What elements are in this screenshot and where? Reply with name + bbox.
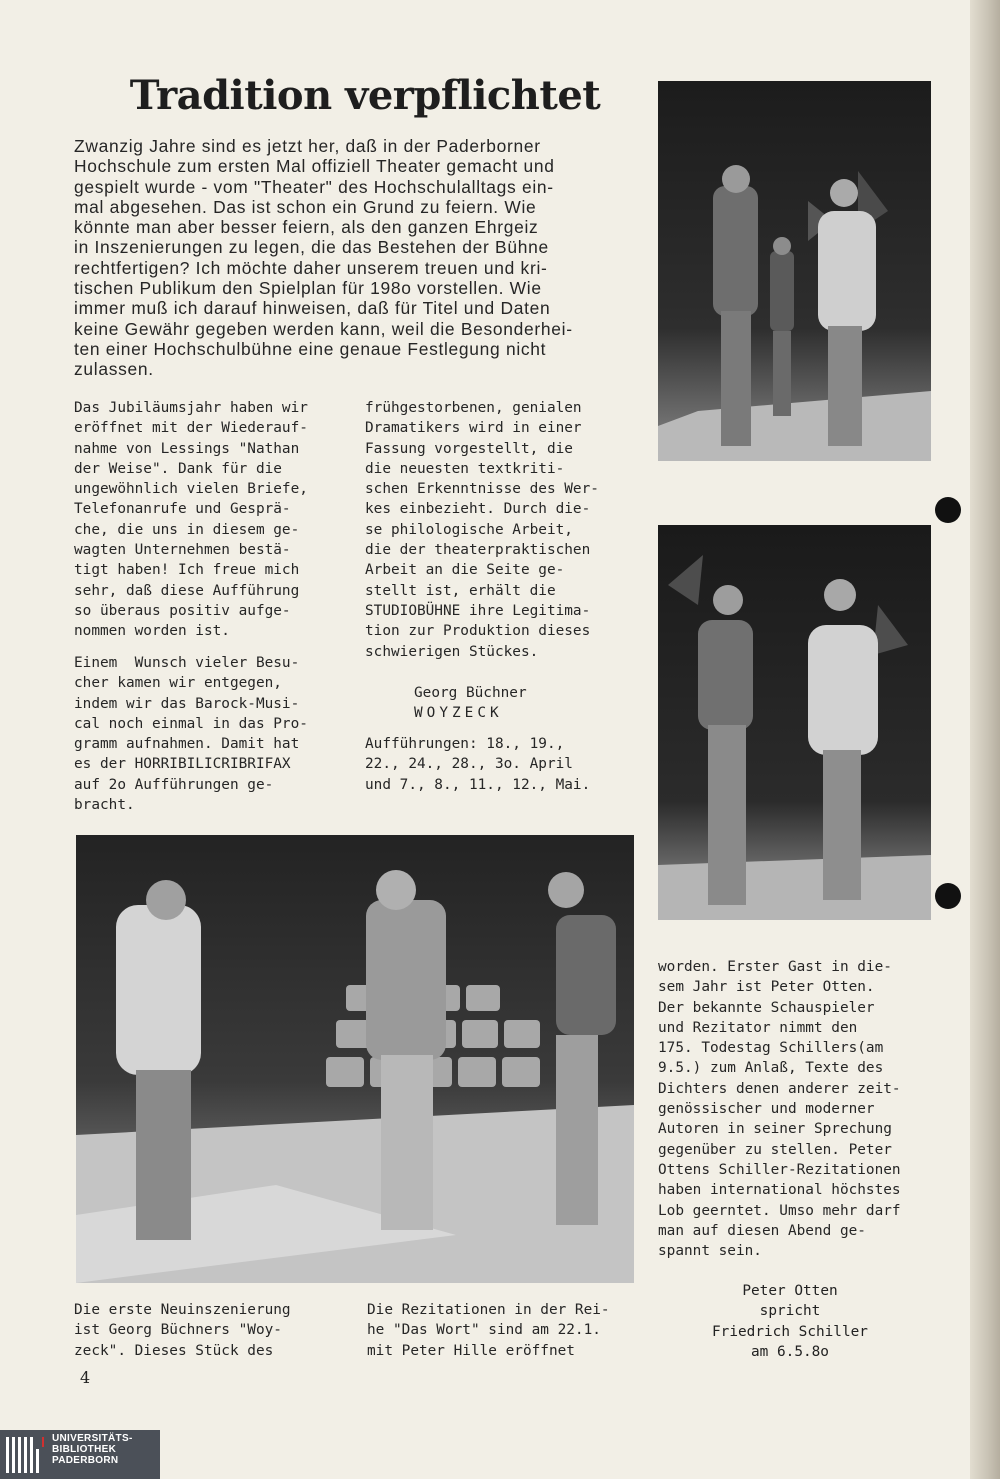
punch-hole-bottom	[935, 883, 961, 909]
play-title: WOYZECK	[414, 705, 503, 721]
event-line: Peter Otten	[742, 1283, 838, 1299]
play-dates: Aufführungen: 18., 19., 22., 24., 28., 3o. April und 7., 8., 11., 12., Mai.	[365, 736, 591, 793]
column1-paragraph1: Das Jubiläumsjahr haben wir eröffnet mit der Wiederauf- nahme von Lessings "Nathan der Weise". Dank für die ungewöhnlich vielen Briefe, Telefonanrufe und Gesprä- che, die uns in diesem ge- wagten Unternehmen bestä- tigt haben! Ich freue mich sehr, daß diese Aufführung so überaus positiv aufge- nommen worden ist.	[74, 400, 308, 640]
play-author: Georg Büchner	[414, 685, 527, 701]
event-line: am 6.5.8o	[751, 1343, 829, 1360]
stage-photo-top	[658, 81, 931, 461]
column2-paragraph: frühgestorbenen, genialen Dramatikers wird in einer Fassung vorgestellt, die die neuesten textkriti- schen Erkenntnisse des Wer- kes einbezieht. Durch die- se philologische Arbeit, die der theaterpraktischen Arbeit an die Seite ge- stellt ist, erhält die STUDIOBÜHNE ihre Legitima- tion zur Produktion dieses schwierigen Stückes.	[365, 400, 599, 660]
column3-paragraph: worden. Erster Gast in die- sem Jahr ist Peter Otten. Der bekannte Schauspieler und Rezitator nimmt den 175. Todestag Schillers(am 9.5.) zum Anlaß, Texte des Dichters denen anderer zeit- genössischer und moderner Autoren in seiner Sprechung gegenüber zu stellen. Peter Ottens Schiller-Rezitationen haben international höchstes Lob geerntet. Umso mehr darf man auf diesen Abend ge- spannt sein.	[658, 959, 901, 1260]
page-number: 4	[80, 1368, 91, 1387]
caption-left: Die erste Neuinszenierung ist Georg Büchners "Woy- zeck". Dieses Stück des	[74, 1302, 291, 1359]
library-logo-icon	[4, 1435, 44, 1475]
event-line: Friedrich Schiller	[712, 1323, 868, 1340]
stage-photo-middle	[658, 525, 931, 920]
library-logo-text: UNIVERSITÄTS- BIBLIOTHEK PADERBORN	[52, 1433, 133, 1466]
stage-photo-large	[76, 835, 634, 1283]
page-edge	[970, 0, 1000, 1479]
event-announcement	[680, 1281, 900, 1362]
intro-paragraph: Zwanzig Jahre sind es jetzt her, daß in der Paderborner Hochschule zum ersten Mal offiziell Theater gemacht und gespielt wurde - vom "Theater" des Hochschulalltags ein- mal abgesehen. Das ist schon ein Grund zu feiern. Wie könnte man aber besser feiern, als den ganzen Ehrgeiz in Inszenierungen zu legen, die das Bestehen der Bühne rechtfertigen? Ich möchte daher unserem treuen und kri- tischen Publikum den Spielplan für 198o vorstellen. Wie immer muß ich darauf hinweisen, daß für Titel und Daten keine Gewähr gegeben werden kann, weil die Besonderhei- ten einer Hochschulbühne eine genaue Festlegung nicht zulassen.	[74, 136, 573, 380]
column1-paragraph2: Einem Wunsch vieler Besu- cher kamen wir entgegen, indem wir das Barock-Musi- cal noch einmal in das Pro- gramm aufnahmen. Damit hat es der HORRIBILICRIBRIFAX auf 2o Aufführungen ge- bracht.	[74, 655, 308, 814]
caption-middle: Die Rezitationen in der Rei- he "Das Wort" sind am 22.1. mit Peter Hille eröffnet	[367, 1302, 610, 1359]
event-line: spricht	[759, 1303, 821, 1320]
article-title: Tradition verpflichtet	[129, 72, 601, 119]
punch-hole-top	[935, 497, 961, 523]
